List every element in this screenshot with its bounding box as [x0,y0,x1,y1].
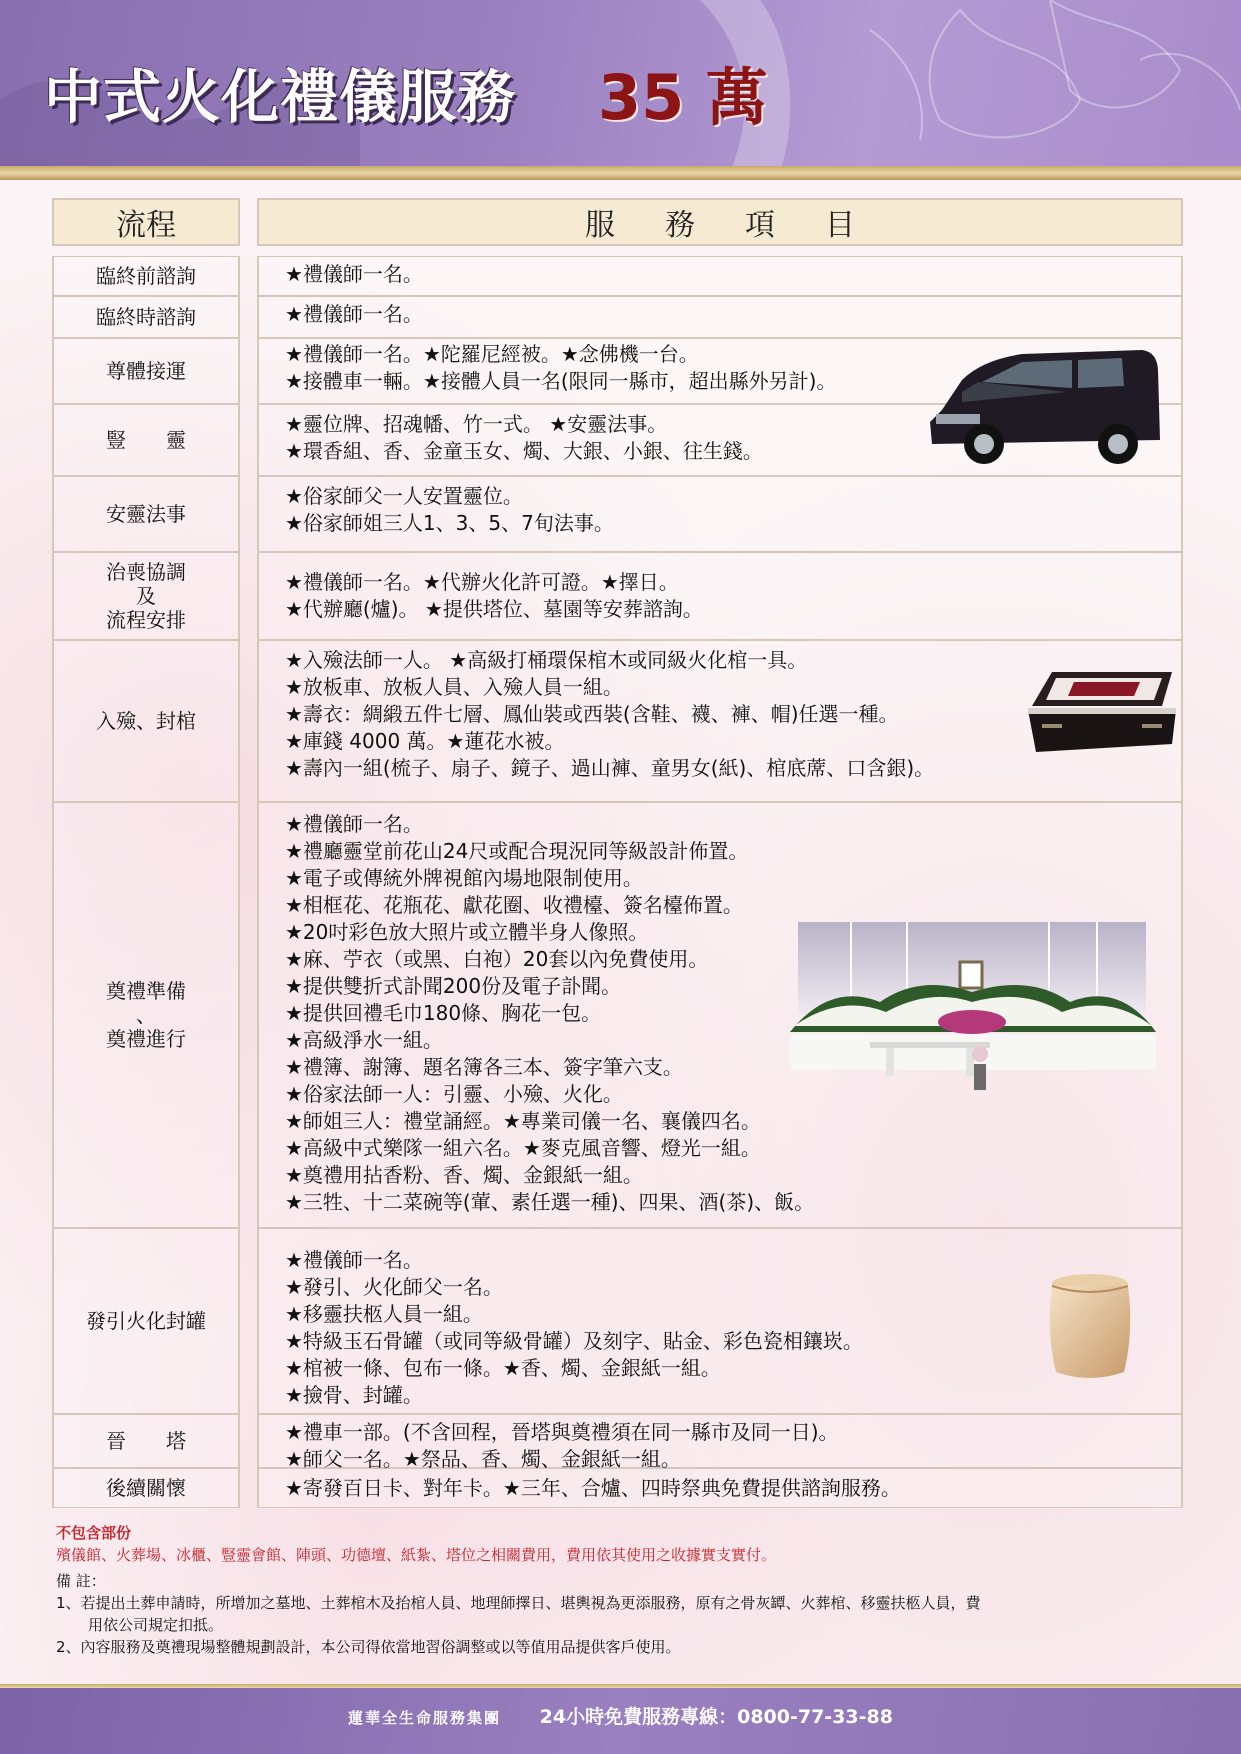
footer-org: 蓮華全生命服務集團 [348,1709,502,1727]
service-item: ★庫錢 4000 萬。★蓮花水被。 [285,729,565,753]
table-row [52,552,1183,640]
price-label: 35 萬 [598,61,768,134]
table-row [52,640,1183,802]
items-cell [257,1414,1183,1471]
service-item: ★禮儀師一名。★代辦火化許可證。★擇日。 [285,570,679,594]
service-item: ★師姐三人：禮堂誦經。★專業司儀一名、襄儀四名。 [285,1109,761,1133]
service-item: ★禮儀師一名。 [285,1248,423,1272]
service-item: ★俗家師父一人安置靈位。 [285,484,523,508]
service-item: ★禮車一部。(不含回程，晉塔與奠禮須在同一縣市及同一日)。 [285,1420,839,1444]
service-item: ★代辦廳(爐)。 ★提供塔位、墓園等安葬諮詢。 [285,597,703,621]
table-row [52,256,1183,296]
table-row [52,1414,1183,1471]
flow-cell: 入殮、封棺 [52,640,240,802]
service-item: ★環香組、香、金童玉女、燭、大銀、小銀、往生錢。 [285,439,763,463]
flow-cell: 豎 靈 [52,404,240,476]
coffin-icon [1022,666,1182,762]
flow-cell: 後續關懷 [52,1468,240,1508]
notes-section [56,1522,1186,1658]
funeral-altar-flowers-icon [790,922,1156,1100]
service-item: ★壽內一組(梳子、扇子、鏡子、過山褲、童男女(紙)、棺底蓆、口含銀)。 [285,756,935,780]
excluded-title: 不包含部份 [56,1524,132,1542]
service-item: ★禮儀師一名。 [285,262,423,286]
flow-cell: 臨終前諮詢 [52,256,240,296]
flow-cell: 安靈法事 [52,476,240,552]
service-item: ★麻、苧衣（或黑、白袍）20套以內免費使用。 [285,947,709,971]
urn-icon [1042,1272,1138,1384]
service-item: ★壽衣：綢緞五件七層、鳳仙裝或西裝(含鞋、襪、褲、帽)任選一種。 [285,702,899,726]
header-banner [0,0,1241,172]
table-row [52,296,1183,338]
footer-hotline: 24小時免費服務專線：0800-77-33-88 [539,1706,893,1728]
service-item: ★特級玉石骨罐（或同等級骨罐）及刻字、貼金、彩色瓷相鑲崁。 [285,1329,863,1353]
service-item: ★師父一名。★祭品、香、燭、金銀紙一組。 [285,1447,681,1471]
column-header-flow: 流程 [52,198,240,246]
items-cell [257,552,1183,640]
service-item: ★電子或傳統外牌視館內場地限制使用。 [285,866,643,890]
service-item: ★寄發百日卡、對年卡。★三年、合爐、四時祭典免費提供諮詢服務。 [285,1476,901,1500]
items-cell [257,476,1183,552]
service-item: ★靈位牌、招魂幡、竹一式。 ★安靈法事。 [285,412,668,436]
service-item: ★禮廳靈堂前花山24尺或配合現況同等級設計佈置。 [285,839,749,863]
service-item: ★提供回禮毛巾180條、胸花一包。 [285,1001,602,1025]
items-cell [257,296,1183,338]
hearse-van-icon [922,340,1162,472]
service-item: ★禮儀師一名。★陀羅尼經被。★念佛機一台。 [285,342,699,366]
excluded-text: 殯儀館、火葬場、冰櫃、豎靈會館、陣頭、功德壇、紙紮、塔位之相關費用，費用依其使用之收據實支實付。 [56,1546,777,1564]
service-item: ★20吋彩色放大照片或立體半身人像照。 [285,920,649,944]
service-item: ★撿骨、封罐。 [285,1383,423,1407]
column-header-items: 服務項目 [257,198,1183,246]
page-title: 中式火化禮儀服務 [44,63,517,131]
service-item: ★棺被一條、包布一條。★香、燭、金銀紙一組。 [285,1356,721,1380]
service-item: ★放板車、放板人員、入殮人員一組。 [285,675,623,699]
flow-cell: 治喪協調 及 流程安排 [52,552,240,640]
service-item: ★高級淨水一組。 [285,1028,443,1052]
remark-1-cont: 用依公司規定扣抵。 [88,1616,224,1634]
service-item: ★高級中式樂隊一組六名。★麥克風音響、燈光一組。 [285,1136,761,1160]
service-item: ★相框花、花瓶花、獻花圈、收禮檯、簽名檯佈置。 [285,893,743,917]
service-item: ★俗家法師一人：引靈、小殮、火化。 [285,1082,623,1106]
remark-1: 1、若提出土葬申請時，所增加之墓地、土葬棺木及抬棺人員、地理師擇日、堪輿視為更添服務，原有之骨灰罈、火葬棺、移靈扶柩人員，費 [56,1594,981,1612]
table-row [52,1228,1183,1414]
flow-cell: 晉 塔 [52,1414,240,1468]
service-item: ★入殮法師一人。 ★高級打桶環保棺木或同級火化棺一具。 [285,648,808,672]
remark-title: 備 註： [56,1572,106,1590]
service-item: ★奠禮用拈香粉、香、燭、金銀紙一組。 [285,1163,643,1187]
table-row [52,1468,1183,1508]
service-item: ★三牲、十二菜碗等(葷、素任選一種)、四果、酒(茶)、飯。 [285,1190,815,1214]
flow-cell: 奠禮準備 、 奠禮進行 [52,802,240,1228]
service-item: ★禮儀師一名。 [285,302,423,326]
service-item: ★發引、火化師父一名。 [285,1275,503,1299]
table-row [52,476,1183,552]
header-gold-band [0,166,1241,180]
flow-cell: 尊體接運 [52,338,240,404]
items-cell [257,256,1183,296]
flow-cell: 臨終時諮詢 [52,296,240,338]
service-item: ★禮儀師一名。 [285,812,423,836]
service-item: ★禮簿、謝簿、題名簿各三本、簽字筆六支。 [285,1055,683,1079]
service-item: ★俗家師姐三人1、3、5、7旬法事。 [285,511,614,535]
flow-cell: 發引火化封罐 [52,1228,240,1414]
service-item: ★提供雙折式訃聞200份及電子訃聞。 [285,974,622,998]
service-item: ★接體車一輛。★接體人員一名(限同一縣市，超出縣外另計)。 [285,369,837,393]
remark-2: 2、內容服務及奠禮現場整體規劃設計，本公司得依當地習俗調整或以等值用品提供客戶使用。 [56,1638,681,1656]
service-item: ★移靈扶柩人員一組。 [285,1302,483,1326]
footer-text [0,1702,1241,1729]
items-cell [257,1468,1183,1508]
